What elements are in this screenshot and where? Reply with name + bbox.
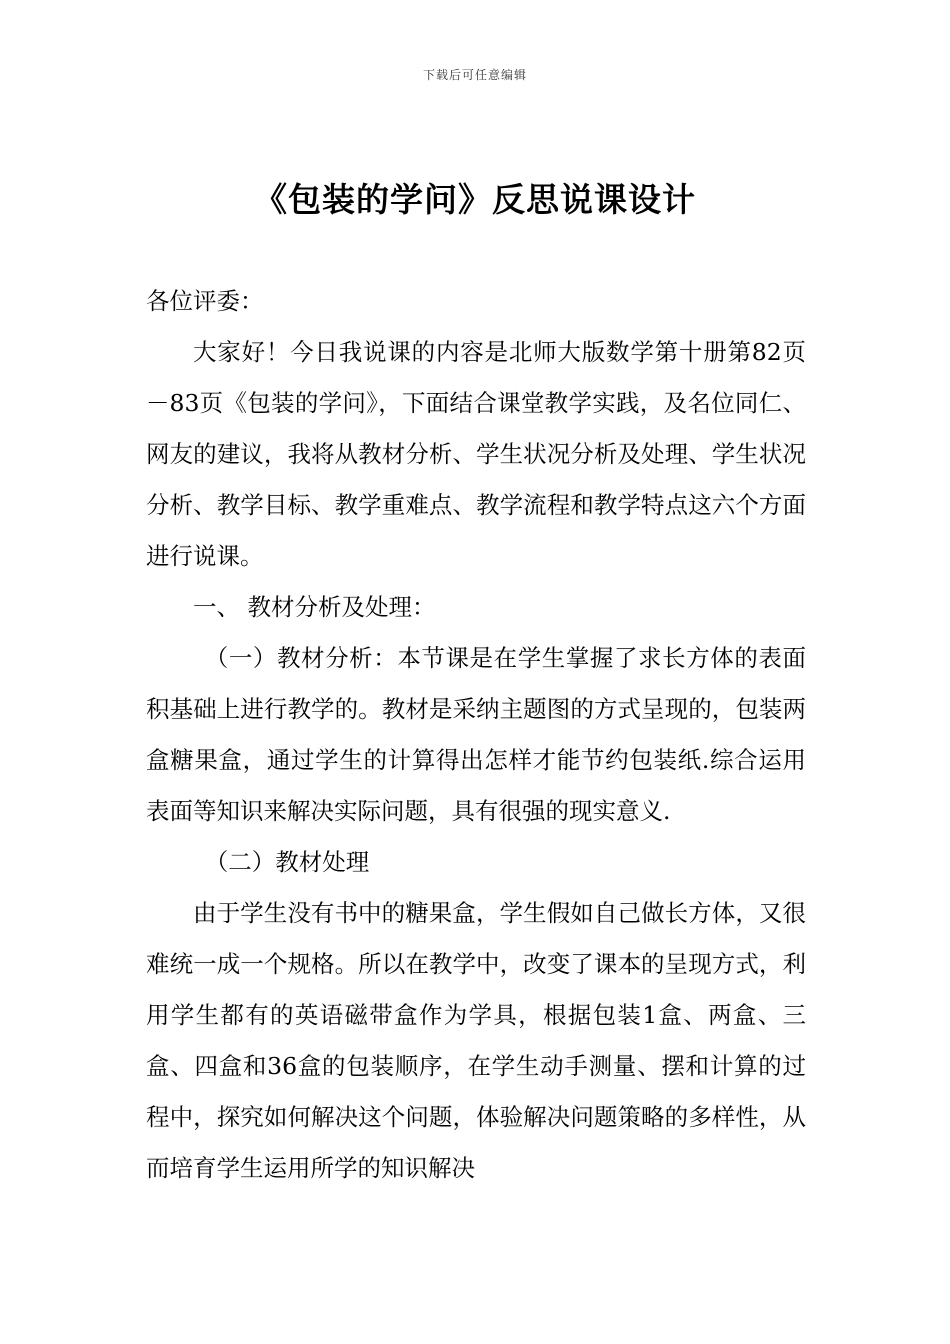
salutation: 各位评委： — [146, 287, 264, 315]
paragraph-intro: 大家好！今日我说课的内容是北师大版数学第十册第82页－83页《包装的学问》，下面结合课堂教学实践，及名位同仁、网友的建议，我将从教材分析、学生状况分析及处理、学生状况分析、教学目标、教学重难点、教学流程和教学特点这六个方面进行说课。 — [146, 338, 806, 570]
header-note: 下载后可任意编辑 — [422, 68, 527, 82]
paragraph-material-processing: 由于学生没有书中的糖果盒，学生假如自己做长方体，又很难统一成一个规格。所以在教学中，改变了课本的呈现方式，利用学生都有的英语磁带盒作为学具，根据包装1盒、两盒、三盒、四盒和36盒的包装顺序，在学生动手测量、摆和计算的过程中，探究如何解决这个问题，体验解决问题策略的多样性，从而培育学生运用所学的知识解决 — [146, 899, 806, 1182]
paragraph-material-analysis: （一）教材分析：本节课是在学生掌握了求长方体的表面积基础上进行教学的。教材是采纳主题图的方式呈现的，包装两盒糖果盒，通过学生的计算得出怎样才能节约包装纸.综合运用表面等知识来解决实际问题，具有很强的现实意义. — [146, 644, 806, 825]
document-body — [146, 276, 806, 1194]
section-heading-1: 一、 教材分析及处理： — [193, 593, 436, 621]
document-title: 《包装的学问》反思说课设计 — [254, 180, 696, 219]
subsection-heading-2: （二）教材处理 — [204, 848, 370, 876]
